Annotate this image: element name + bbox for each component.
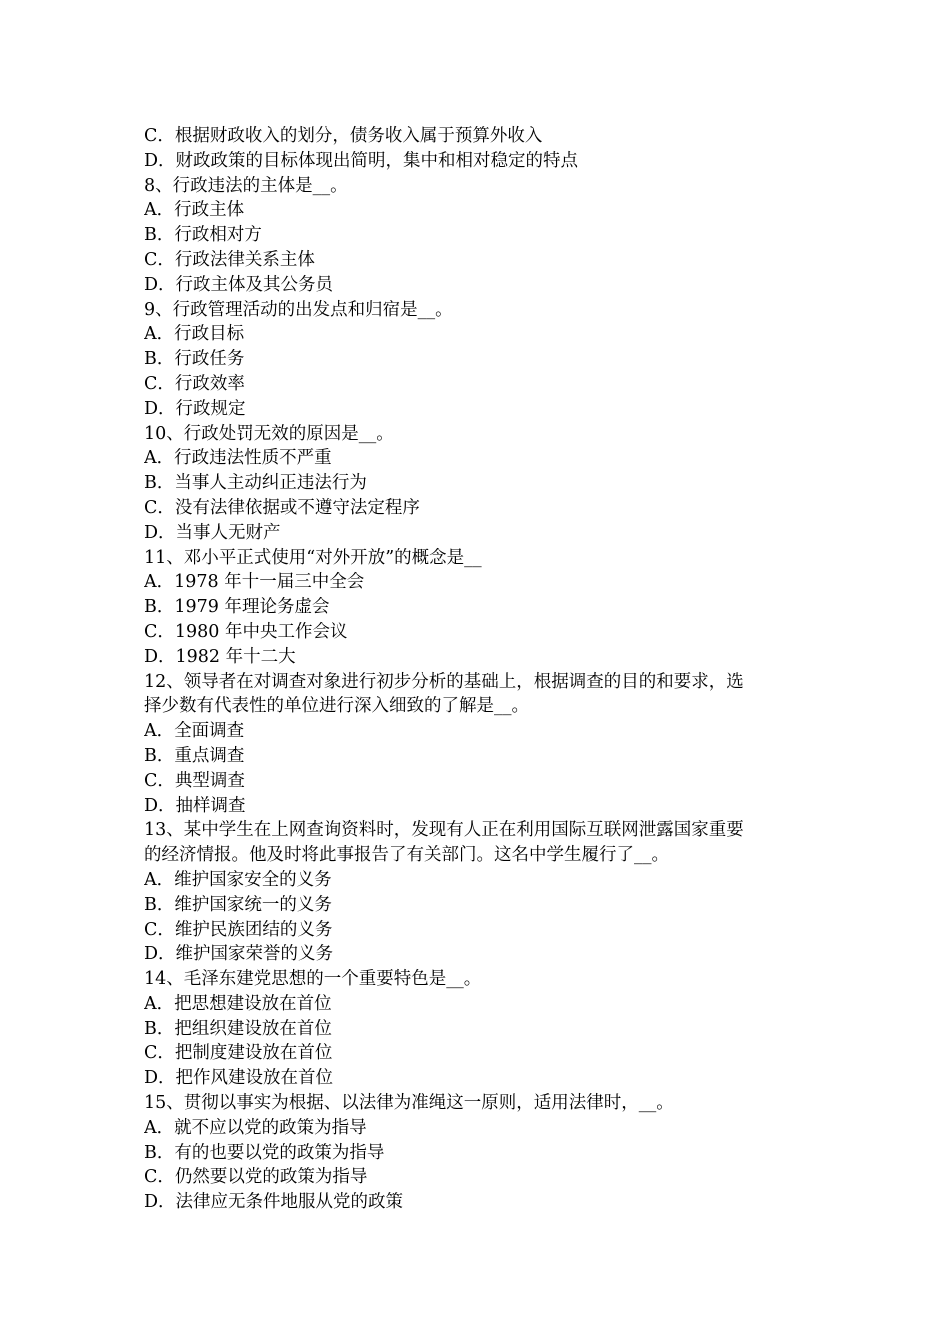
option-line: D．抽样调查 xyxy=(144,795,246,816)
option-line: A．行政主体 xyxy=(144,200,245,221)
option-line: B．把组织建设放在首位 xyxy=(144,1018,332,1039)
question-9: 9、行政管理活动的出发点和归宿是__。 xyxy=(144,299,453,320)
text-line: C．根据财政收入的划分，债务收入属于预算外收入 xyxy=(144,126,543,146)
question-13-continued: 的经济情报。他及时将此事报告了有关部门。这名中学生履行了__。 xyxy=(144,845,669,866)
option-line: D．行政规定 xyxy=(144,398,246,419)
question-13: 13、某中学生在上网查询资料时，发现有人正在利用国际互联网泄露国家重要 xyxy=(144,820,744,841)
option-line: A．1978 年十一届三中全会 xyxy=(144,572,365,593)
option-line: D．行政主体及其公务员 xyxy=(144,274,334,295)
option-line: C．1980 年中央工作会议 xyxy=(144,621,348,642)
option-line: A．把思想建设放在首位 xyxy=(144,993,332,1014)
option-line: D．把作风建设放在首位 xyxy=(144,1068,334,1089)
option-line: A．行政违法性质不严重 xyxy=(144,448,332,469)
option-line: D．法律应无条件地服从党的政策 xyxy=(144,1192,404,1213)
option-line: A．维护国家安全的义务 xyxy=(144,869,332,890)
option-line: B．重点调查 xyxy=(144,745,245,766)
option-line: B．当事人主动纠正违法行为 xyxy=(144,473,367,494)
question-8: 8、行政违法的主体是__。 xyxy=(144,175,348,196)
option-line: D．当事人无财产 xyxy=(144,522,281,543)
option-line: C．典型调查 xyxy=(144,770,245,791)
option-line: C．行政法律关系主体 xyxy=(144,249,315,270)
option-line: B．行政任务 xyxy=(144,349,245,370)
question-11: 11、邓小平正式使用“对外开放”的概念是__ xyxy=(144,547,482,568)
option-line: D．1982 年十二大 xyxy=(144,646,296,667)
option-line: A．全面调查 xyxy=(144,721,245,742)
question-10: 10、行政处罚无效的原因是__。 xyxy=(144,423,394,444)
question-12-continued: 择少数有代表性的单位进行深入细致的了解是__。 xyxy=(144,696,529,717)
option-line: A．行政目标 xyxy=(144,324,245,345)
question-15: 15、贯彻以事实为根据、以法律为准绳这一原则，适用法律时，__。 xyxy=(144,1093,674,1114)
option-line: C．维护民族团结的义务 xyxy=(144,919,333,940)
text-line: D．财政政策的目标体现出简明，集中和相对稳定的特点 xyxy=(144,150,579,171)
option-line: D．维护国家荣誉的义务 xyxy=(144,944,334,965)
question-14: 14、毛泽东建党思想的一个重要特色是__。 xyxy=(144,969,482,990)
option-line: C．行政效率 xyxy=(144,373,245,394)
question-12: 12、领导者在对调查对象进行初步分析的基础上，根据调查的目的和要求，选 xyxy=(144,671,744,692)
option-line: B．1979 年理论务虚会 xyxy=(144,597,330,618)
option-line: B．维护国家统一的义务 xyxy=(144,894,332,915)
option-line: C．没有法律依据或不遵守法定程序 xyxy=(144,497,420,518)
option-line: B．行政相对方 xyxy=(144,225,262,246)
document-page xyxy=(144,124,812,1215)
option-line: C．把制度建设放在首位 xyxy=(144,1043,333,1064)
option-line: C．仍然要以党的政策为指导 xyxy=(144,1167,368,1188)
option-line: A．就不应以党的政策为指导 xyxy=(144,1117,367,1138)
option-line: B．有的也要以党的政策为指导 xyxy=(144,1142,385,1163)
